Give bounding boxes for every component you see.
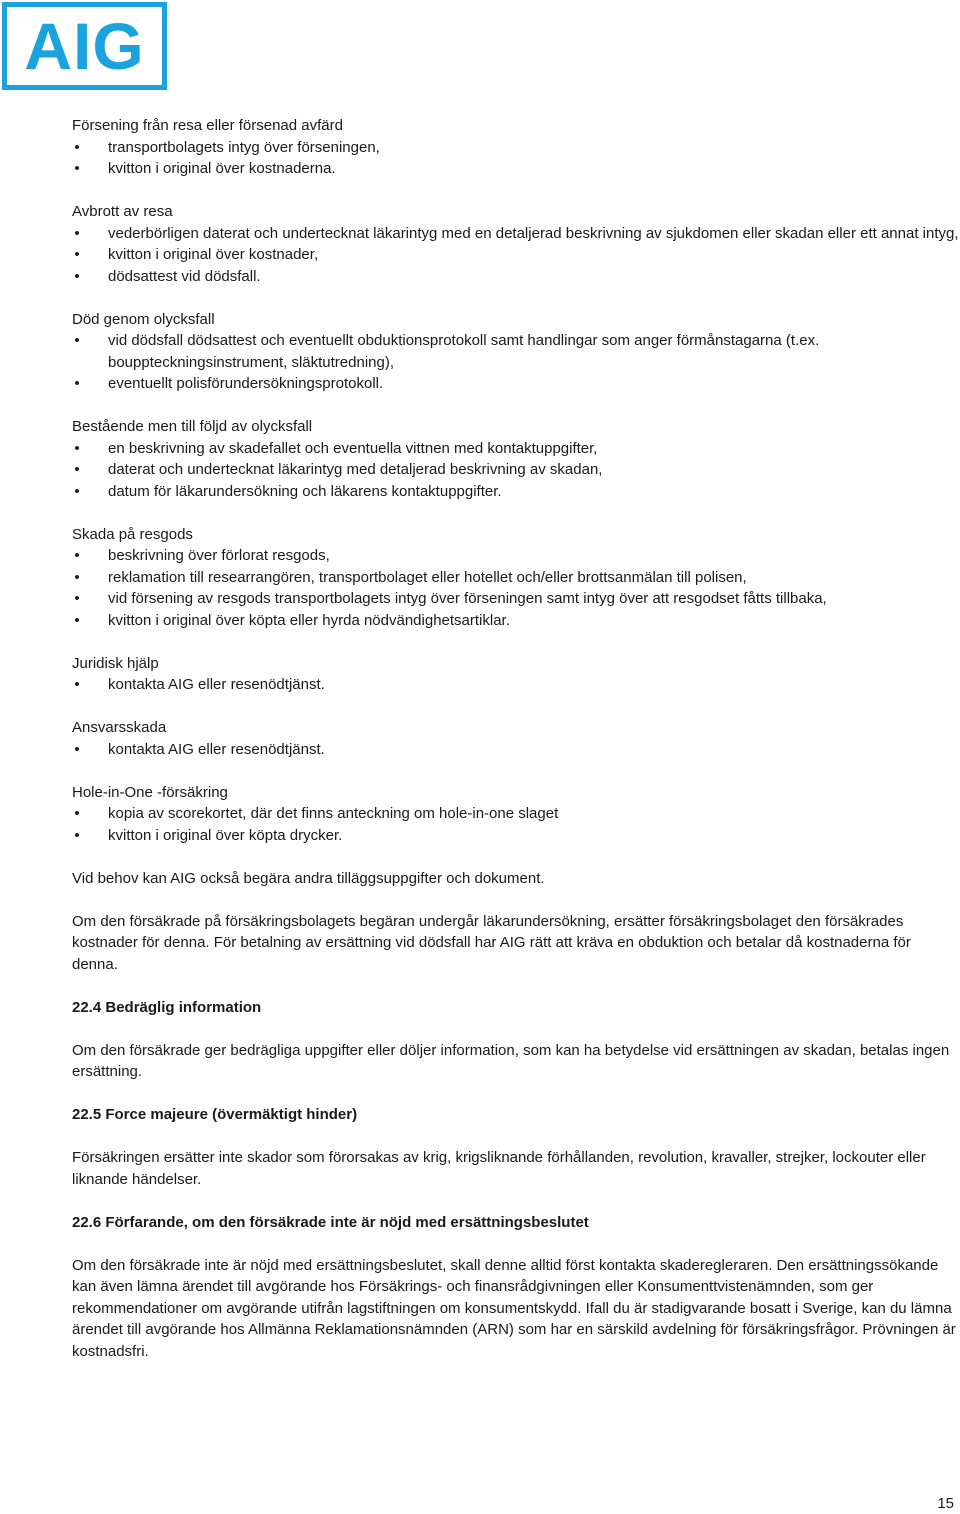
bullet-icon: • <box>74 375 80 392</box>
section-luggage <box>72 524 960 632</box>
bullet-icon: • <box>74 740 80 758</box>
list-item: • vid dödsfall dödsattest och eventuellt obduktionsprotokoll samt handlingar som anger förmånstagarna (t.ex. bouppteckningsinstrument, släktutredning), <box>72 330 960 373</box>
list-item: • eventuellt polisförundersökningsprotokoll. <box>72 373 960 395</box>
bullet-icon: • <box>74 246 80 263</box>
bullet-icon: • <box>74 267 80 285</box>
bullet-list <box>72 674 960 696</box>
bullet-icon: • <box>74 568 80 586</box>
list-item: • vid försening av resgods transportbolagets intyg över förseningen samt intyg över att resgodset fåtts tillbaka, <box>72 588 960 610</box>
bullet-icon: • <box>74 224 80 242</box>
list-item: • datum för läkarundersökning och läkarens kontaktuppgifter. <box>72 481 960 503</box>
list-item: • reklamation till researrangören, transportbolaget eller hotellet och/eller brottsanmälan till polisen, <box>72 567 960 589</box>
bullet-icon: • <box>74 138 80 156</box>
heading-22-6: 22.6 Förfarande, om den försäkrade inte är nöjd med ersättningsbeslutet <box>72 1213 589 1231</box>
section-legal-help <box>72 653 960 696</box>
paragraph-medical-exam: Om den försäkrade på försäkringsbolagets begäran undergår läkarundersökning, ersätter försäkringsbolaget den försäkrades kostnader för denna. För betalning av ersättning vid dödsfall har AIG rätt att kräva en obduktion och betalar då kostnaderna för denna. <box>72 912 911 973</box>
list-item: • kvitton i original över köpta drycker. <box>72 825 960 847</box>
document-body <box>72 115 960 1384</box>
bullet-list <box>72 137 960 180</box>
section-permanent-injury <box>72 416 960 502</box>
bullet-icon: • <box>74 160 80 177</box>
bullet-icon: • <box>74 547 80 564</box>
section-hole-in-one <box>72 782 960 847</box>
section-delay <box>72 115 960 180</box>
section-title: Hole-in-One -försäkring <box>72 783 228 801</box>
bullet-icon: • <box>74 482 80 500</box>
heading-22-5: 22.5 Force majeure (övermäktigt hinder) <box>72 1106 358 1123</box>
list-item: • kvitton i original över köpta eller hyrda nödvändighetsartiklar. <box>72 610 960 632</box>
bullet-list <box>72 803 960 846</box>
list-item: • daterat och undertecknat läkarintyg med detaljerad beskrivning av skadan, <box>72 459 960 481</box>
section-title: Bestående men till följd av olycksfall <box>72 418 313 435</box>
list-item: • beskrivning över förlorat resgods, <box>72 545 960 567</box>
list-item: • transportbolagets intyg över förseningen, <box>72 137 960 159</box>
bullet-icon: • <box>74 826 80 844</box>
bullet-list <box>72 330 960 395</box>
bullet-list <box>72 739 960 761</box>
section-title: Avbrott av resa <box>72 203 173 220</box>
paragraph-additional-info: Vid behov kan AIG också begära andra tilläggsuppgifter och dokument. <box>72 869 545 887</box>
section-title: Juridisk hjälp <box>72 654 159 672</box>
section-title: Försening från resa eller försenad avfärd <box>72 117 343 134</box>
bullet-list <box>72 545 960 631</box>
bullet-icon: • <box>74 332 80 349</box>
paragraph-22-5: Försäkringen ersätter inte skador som förorsakas av krig, krigsliknande förhållanden, revolution, kravaller, strejker, lockouter eller liknande händelser. <box>72 1149 926 1188</box>
section-title: Död genom olycksfall <box>72 310 215 328</box>
bullet-icon: • <box>74 805 80 822</box>
aig-logo-text: AIG <box>24 9 145 83</box>
bullet-icon: • <box>74 439 80 457</box>
bullet-list <box>72 438 960 503</box>
section-accidental-death <box>72 309 960 395</box>
paragraph-22-6: Om den försäkrade inte är nöjd med ersättningsbeslutet, skall denne alltid först kontakta skaderegleraren. Den ersättningssökande kan även lämna ärendet till avgörande hos Försäkrings- och finansrådgivningen eller Konsumenttvistenämnden, som ger rekommendationer om avgörande utifrån lagstiftningen om konsumentskydd. Ifall du är stadigvarande bosatt i Sverige, kan du lämna ärendet till avgörande hos Allmänna Reklamationsnämnden (ARN) som har en särskild avdelning för försäkringsfrågor. Prövningen är kostnadsfri. <box>72 1256 956 1360</box>
list-item: • kvitton i original över kostnaderna. <box>72 158 960 180</box>
paragraph-22-4: Om den försäkrade ger bedrägliga uppgifter eller döljer information, som kan ha betydelse vid ersättningen av skadan, betalas ingen ersättning. <box>72 1041 950 1080</box>
bullet-icon: • <box>74 461 80 478</box>
list-item: • vederbörligen daterat och undertecknat läkarintyg med en detaljerad beskrivning av sjukdomen eller skadan eller ett annat intyg, <box>72 223 960 245</box>
bullet-icon: • <box>74 590 80 607</box>
list-item: • dödsattest vid dödsfall. <box>72 266 960 288</box>
list-item: • kvitton i original över kostnader, <box>72 244 960 266</box>
section-interruption <box>72 201 960 287</box>
list-item: • en beskrivning av skadefallet och eventuella vittnen med kontaktuppgifter, <box>72 438 960 460</box>
bullet-list <box>72 223 960 288</box>
heading-22-4: 22.4 Bedräglig information <box>72 998 262 1016</box>
bullet-icon: • <box>74 611 80 629</box>
section-title: Skada på resgods <box>72 525 193 543</box>
list-item: • kontakta AIG eller resenödtjänst. <box>72 739 960 761</box>
section-liability <box>72 717 960 760</box>
section-title: Ansvarsskada <box>72 719 167 736</box>
aig-logo <box>2 2 167 90</box>
bullet-icon: • <box>74 676 80 693</box>
list-item: • kontakta AIG eller resenödtjänst. <box>72 674 960 696</box>
list-item: • kopia av scorekortet, där det finns anteckning om hole-in-one slaget <box>72 803 960 825</box>
page-number: 15 <box>937 1495 954 1512</box>
